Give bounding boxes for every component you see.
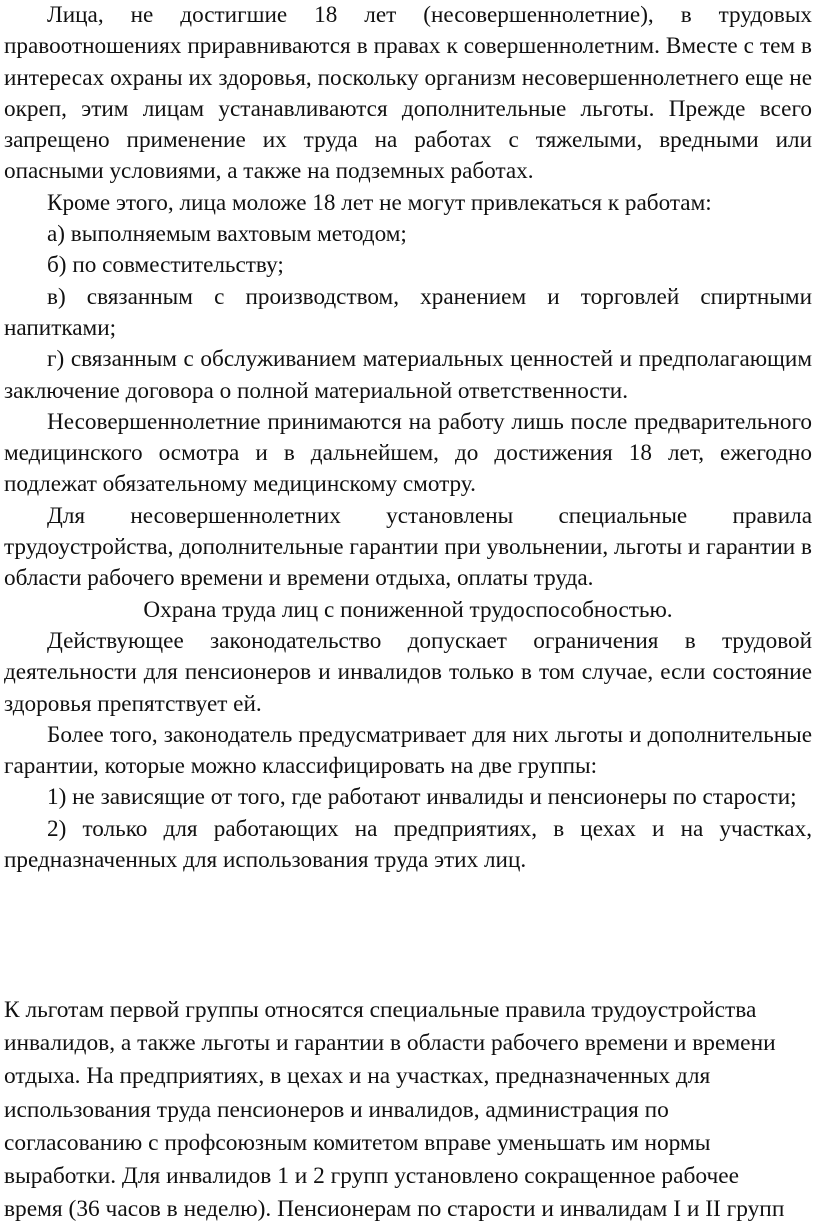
paragraph-benefits-groups: Более того, законодатель предусматривает для них льготы и дополнительные гарантии, которые можно классифицировать на две группы: bbox=[4, 721, 812, 780]
paragraph-medical-exam: Несовершеннолетние принимаются на работу лишь после предварительного медицинского осмотра и в дальнейшем, до достижения 18 лет, ежегодно подлежат обязательному медицинскому смотру. bbox=[4, 408, 812, 498]
list-item-v: в) связанным с производством, хранением и торговлей спиртными напитками; bbox=[4, 283, 812, 341]
tail-line: К льготам первой группы относятся специальные правила трудоустройства bbox=[4, 997, 757, 1023]
tail-line: согласованию с профсоюзным комитетом вправе уменьшать им нормы bbox=[4, 1129, 711, 1156]
list-item-a: а) выполняемым вахтовым методом; bbox=[47, 221, 407, 248]
tail-text-block bbox=[4, 994, 816, 1226]
tail-line: отдыха. На предприятиях, в цехах и на участках, предназначенных для bbox=[4, 1063, 711, 1090]
list-item-g: г) связанным с обслуживанием материальных ценностей и предполагающим заключение договора о полной материальной ответственности. bbox=[4, 346, 812, 404]
tail-line: инвалидов, а также льготы и гарантии в области рабочего времени и времени bbox=[4, 1030, 776, 1057]
list-item-b: б) по совместительству; bbox=[47, 252, 284, 279]
paragraph-special-rules: Для несовершеннолетних установлены специальные правила трудоустройства, дополнительные гарантии при увольнении, льготы и гарантии в области рабочего времени и времени отдыха, оплаты труда. bbox=[4, 502, 812, 592]
list-item-1: 1) не зависящие от того, где работают инвалиды и пенсионеры по старости; bbox=[47, 784, 797, 811]
tail-line: время (36 часов в неделю). Пенсионерам по старости и инвалидам I и II групп bbox=[4, 1196, 785, 1223]
list-item-2: 2) только для работающих на предприятиях, в цехах и на участках, предназначенных для использования труда этих лиц. bbox=[4, 815, 812, 874]
paragraph-legislation-limits: Действующее законодательство допускает ограничения в трудовой деятельности для пенсионеров и инвалидов только в том случае, если состояние здоровья препятствует ей. bbox=[4, 627, 812, 717]
tail-line: использования труда пенсионеров и инвалидов, администрация по bbox=[4, 1096, 669, 1123]
tail-line: выработки. Для инвалидов 1 и 2 групп установлено сокращенное рабочее bbox=[4, 1163, 739, 1190]
main-text-block bbox=[4, 0, 812, 876]
section-heading: Охрана труда лиц с пониженной трудоспособностью. bbox=[143, 596, 673, 623]
paragraph-minors-rights: Лица, не достигшие 18 лет (несовершеннолетние), в трудовых правоотношениях приравниваются в правах к совершеннолетним. Вместе с тем в интересах охраны их здоровья, поскольку организм несовершеннолетнего еще не окреп, этим лицам устанавливаются дополнительные льготы. Прежде всего запрещено применение их труда на работах с тяжелыми, вредными или опасными условиями, а также на подземных работах. bbox=[4, 2, 812, 185]
paragraph-work-restrictions-intro: Кроме этого, лица моложе 18 лет не могут привлекаться к работам: bbox=[47, 189, 712, 216]
